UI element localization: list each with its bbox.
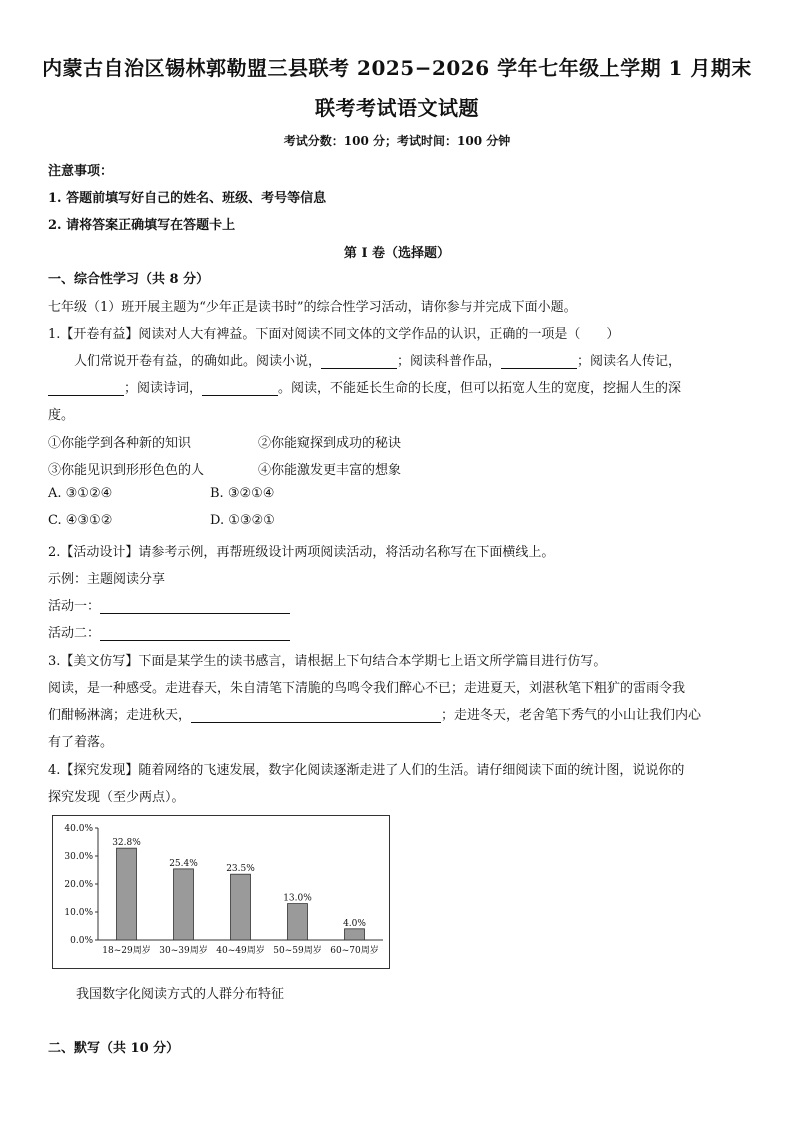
bar-value-label: 23.5% [226,864,255,875]
bar-value-label: 32.8% [112,838,141,849]
answer-blank-3[interactable] [48,381,124,396]
bar [117,848,137,940]
q3-line2a: 们酣畅淋漓；走进秋天， [48,708,192,723]
bar [231,874,251,940]
y-tick-label: 20.0% [64,880,93,890]
q3-line1: 阅读，是一种感受。走进春天，朱自清笔下清脆的鸟鸣令我们醉心不已；走进夏天，刘湛秋笔下粗犷的雷雨令我 [48,681,686,696]
q3-line2 [48,704,701,723]
exam-title-line2: 联考考试语文试题 [315,96,479,120]
q3-line3: 有了着落。 [48,735,114,750]
q3-answer-blank[interactable] [191,708,441,723]
bar [174,869,194,940]
q1-passage-a: 人们常说开卷有益，的确如此。阅读小说， [74,354,322,369]
q1-item-1: ①你能学到各种新的知识 [48,436,192,451]
q2-stem: 2.【活动设计】请参考示例，再帮班级设计两项阅读活动，将活动名称写在下面横线上。 [48,545,555,560]
x-category-label: 18~29周岁 [102,946,151,956]
bar [288,904,308,940]
bar-value-label: 25.4% [169,858,198,869]
activity-1-blank[interactable] [100,599,290,614]
answer-blank-2[interactable] [501,354,577,369]
section1-heading: 一、综合性学习（共 8 分） [48,272,210,287]
x-category-label: 30~39周岁 [159,946,208,956]
chart-caption: 我国数字化阅读方式的人群分布特征 [76,987,285,1002]
x-category-label: 60~70周岁 [330,946,379,956]
section1-intro: 七年级（1）班开展主题为“少年正是读书时”的综合性学习活动，请你参与并完成下面小题。 [48,300,577,315]
answer-blank-1[interactable] [321,354,397,369]
y-tick-label: 0.0% [70,936,93,946]
q1-passage-b: ；阅读科普作品， [397,354,502,369]
q1-item-4: ④你能激发更丰富的想象 [258,463,402,478]
x-category-label: 50~59周岁 [273,946,322,956]
exam-info: 考试分数：100 分；考试时间：100 分钟 [283,134,511,148]
q1-option-c[interactable]: C. ④③①② [48,513,113,528]
q1-passage-c: ；阅读名人传记， [577,354,682,369]
q3-line2b: ；走进冬天，老舍笔下秀气的小山让我们内心 [441,708,702,723]
y-tick-label: 40.0% [64,824,93,834]
bar [345,929,365,940]
bar-chart-svg [53,816,389,968]
section2-heading: 二、默写（共 10 分） [48,1041,180,1056]
q2-example: 示例：主题阅读分享 [48,572,166,587]
note-item-2: 2. 请将答案正确填写在答题卡上 [48,218,236,233]
q2-activity-1 [48,595,290,614]
volume-title: 第 I 卷（选择题） [343,246,451,261]
q1-passage-f: 度。 [48,408,75,423]
q4-stem-line2: 探究发现（至少两点）。 [48,790,185,805]
bar-value-label: 4.0% [343,918,366,929]
note-item-1: 1. 答题前填写好自己的姓名、班级、考号等信息 [48,191,327,206]
q1-item-3: ③你能见识到形形色色的人 [48,463,205,478]
exam-title-line1: 内蒙古自治区锡林郭勒盟三县联考 2025−2026 学年七年级上学期 1 月期末 [42,56,752,80]
activity-2-label: 活动二： [48,626,101,641]
q1-stem: 1.【开卷有益】阅读对人大有裨益。下面对阅读不同文体的文学作品的认识，正确的一项是（ ） [48,327,620,342]
q1-option-a[interactable]: A. ③①②④ [48,486,113,501]
y-tick-label: 10.0% [64,908,93,918]
q4-stem-line1: 4.【探究发现】随着网络的飞速发展，数字化阅读逐渐走进了人们的生活。请仔细阅读下面的统计图，说说你的 [48,763,685,778]
activity-1-label: 活动一： [48,599,101,614]
q1-option-d[interactable]: D. ①③②① [210,513,275,528]
notes-heading: 注意事项： [48,164,114,179]
q1-passage-line1 [74,350,681,369]
x-category-label: 40~49周岁 [216,946,265,956]
q1-option-b[interactable]: B. ③②①④ [210,486,275,501]
q1-passage-d: ；阅读诗词， [124,381,203,396]
reading-chart [52,815,390,969]
bar-value-label: 13.0% [283,893,312,904]
answer-blank-4[interactable] [202,381,278,396]
q1-passage-e: 。阅读，不能延长生命的长度，但可以拓宽人生的宽度，挖掘人生的深 [278,381,682,396]
q3-stem: 3.【美文仿写】下面是某学生的读书感言，请根据上下句结合本学期七上语文所学篇目进行仿写。 [48,654,607,669]
q1-item-2: ②你能窥探到成功的秘诀 [258,436,402,451]
q2-activity-2 [48,622,290,641]
y-tick-label: 30.0% [64,852,93,862]
q1-passage-line2 [48,377,681,396]
activity-2-blank[interactable] [100,626,290,641]
